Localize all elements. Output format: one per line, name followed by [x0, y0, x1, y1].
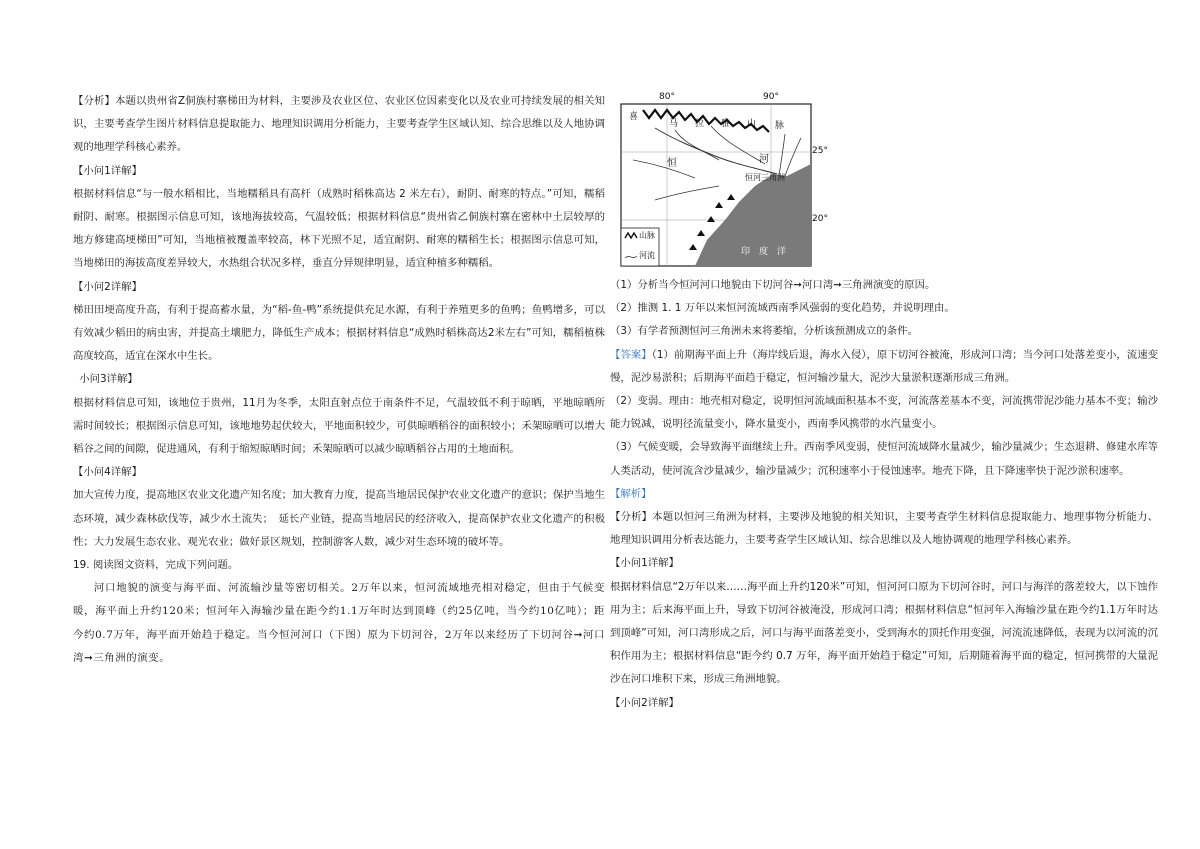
- q3-answer: 根据材料信息可知，该地位于贵州，11月为冬季，太阳直射点位于南条件不足，气温较低不利于晾晒，平地晾晒所需时间较长；根据图示信息可知，该地地势起伏较大，平地面积较少，可供晾晒稻谷的面积较小；禾架晾晒可以增大稻谷之间的间隙，促进通风，有利于缩短晾晒时间；禾架晾晒可以减少晾晒稻谷占用的土地面积。: [73, 396, 605, 456]
- analysis-paragraph: 【分析】本题以贵州省Z侗族村寨梯田为材料，主要涉及农业区位、农业区位因素变化以及农业可持续发展的相关知识，主要考查学生图片材料信息提取能力、地理知识调用分析能力，主要考查学生区域认知、综合思维以及人地协调观的地理学科核心素养。: [73, 95, 605, 154]
- map-drawing: [615, 90, 815, 268]
- answer-3: （3）气候变暖，会导致海平面继续上升。西南季风变弱，使恒河流域降水量减少，输沙量减少；生态退耕、修建水库等人类活动，使河流含沙量减少，输沙量减少；沉积速率小于侵蚀速率。地壳下降，且下降速率快于泥沙淤积速率。: [610, 441, 1158, 477]
- q4-answer: 加大宣传力度，提高地区农业文化遗产知名度；加大教育力度，提高当地居民保护农业文化遗产的意识；保护当地生态环境，减少森林砍伐等，减少水土流失； 延长产业链，提高当地居民的经济收入，提高保护农业文化遗产的积极性；大力发展生态农业、观光农业；做好景区规划，控制游客人数，减少对生态环境的破坏等。: [73, 489, 605, 548]
- q4-heading: 【小问4详解】: [73, 466, 142, 479]
- answer-1: [610, 344, 1158, 390]
- himalaya-char-4: 雅: [721, 119, 731, 129]
- jiexi-tag: 【解析】: [610, 487, 652, 500]
- q3-heading: 小问3详解】: [79, 373, 138, 386]
- lat-25-label: 25°: [812, 146, 828, 156]
- lon-80-label: 80°: [659, 92, 675, 102]
- answer-2: （2）变弱。理由：地壳相对稳定，说明恒河流域面积基本不变，河流落差基本不变，河流携带泥沙能力基本不变；输沙能力锐减，说明径流量变小，降水量变小，西南季风携带的水汽量变小。: [610, 395, 1158, 431]
- q1-heading: 【小问1详解】: [73, 164, 142, 177]
- right-column: [610, 90, 1158, 715]
- sub-question-1: （1）分析当今恒河河口地貌由下切河谷➞河口湾➞三角洲演变的原因。: [610, 279, 936, 291]
- r-q1-answer: 根据材料信息“2万年以来……海平面上升约120米”可知，恒河河口原为下切河谷时，河口与海洋的落差较大，以下蚀作用为主；后来海平面上升，导致下切河谷被淹没，形成河口湾；根据材料信息“恒河年入海输沙量在距今约1.1万年时达到顶峰”可知，河口湾形成之后，河口与海平面落差变小，受到海水的顶托作用变强，河流流速降低，表现为以河流的沉积作用为主；根据材料信息“距今约 0.7 万年，海平面开始趋于稳定”可知，后期随着海平面的稳定，恒河携带的大量泥沙在河口堆积下来，形成三角洲地貌。: [610, 580, 1158, 686]
- indian-ocean-label: 印 度 洋: [741, 247, 787, 257]
- ganges-delta-map: [615, 90, 828, 268]
- himalaya-char-3: 拉: [695, 119, 705, 129]
- answer-1-text: （1）前期海平面上升（海岸线后退，海水入侵），原下切河谷被淹，形成河口湾；当今河口处落差变小，流速变慢，泥沙易淤积；后期海平面趋于稳定，恒河输沙量大，泥沙大量淤积逐渐形成三角洲。: [610, 348, 1158, 384]
- analysis-2: 【分析】本题以恒河三角洲为材料，主要涉及地貌的相关知识，主要考查学生材料信息提取能力、地理事物分析能力、地理知识调用分析表达能力，主要考查学生区域认知、综合思维以及人地协调观的地理学科核心素养。: [610, 511, 1158, 547]
- lat-20-label: 20°: [812, 214, 828, 224]
- legend-mountain-label: 山脉: [639, 231, 655, 240]
- he-label: 河: [759, 154, 769, 165]
- r-q2-heading: 【小问2详解】: [610, 696, 679, 709]
- q2-heading: 【小问2详解】: [73, 280, 142, 293]
- question-19-title: 19. 阅读图文资料，完成下列问题。: [73, 559, 239, 572]
- sub-question-2: （2）推测 1. 1 万年以来恒河流域西南季风强弱的变化趋势，并说明理由。: [610, 302, 955, 315]
- himalaya-char-6: 脉: [775, 121, 785, 131]
- himalaya-char-1: 喜: [629, 112, 639, 122]
- heng-label: 恒: [667, 158, 677, 169]
- question-19-material: 河口地貌的演变与海平面、河流输沙量等密切相关。2万年以来，恒河流域地壳相对稳定，但由于气候变暖，海平面上升约120米；恒河年入海输沙量在距今约1.1万年时达到顶峰（约25亿吨，当今约10亿吨）；距今约0.7万年，海平面开始趋于稳定。当今恒河河口（下图）原为下切河谷，2万年以来经历了下切河谷➞河口湾➞三角洲的演变。: [73, 582, 605, 664]
- himalaya-char-2: 马: [669, 119, 679, 129]
- delta-label: 恒河三角洲: [745, 173, 785, 182]
- sub-question-3: （3）有学者预测恒河三角洲未来将萎缩，分析该预测成立的条件。: [610, 325, 918, 338]
- answer-tag: 【答案】: [610, 348, 652, 361]
- r-q1-heading: 【小问1详解】: [610, 557, 679, 570]
- legend-river-label: 河流: [639, 251, 655, 260]
- himalaya-char-5: 山: [747, 119, 757, 129]
- q2-answer: 梯田田埂高度升高，有利于提高蓄水量，为“稻-鱼-鸭”系统提供充足水源，有利于养殖更多的鱼鸭；鱼鸭增多，可以有效减少稻田的病虫害，并提高土壤肥力，降低生产成本；根据材料信息“成熟时稻株高达2米左右”可知，糯稻植株高度较高，适宜在深水中生长。: [73, 303, 605, 363]
- lon-90-label: 90°: [763, 92, 779, 102]
- q1-answer: 根据材料信息“与一般水稻相比，当地糯稻具有高杆（成熟时稻株高达 2 米左右），耐阴、耐寒的特点。”可知，糯稻耐阴、耐寒。根据图示信息可知，该地海拔较高，气温较低；根据材料信息“贵州省乙侗族村寨在密林中土层较厚的地方修建高埂梯田”可知，当地植被覆盖率较高，林下光照不足，适宜耐阴、耐寒的糯稻生长；根据图示信息可知，当地梯田的海拔高度差异较大，水热组合状况多样，垂直分异规律明显，适宜种植多种糯稻。: [73, 187, 605, 270]
- left-column: [73, 90, 605, 670]
